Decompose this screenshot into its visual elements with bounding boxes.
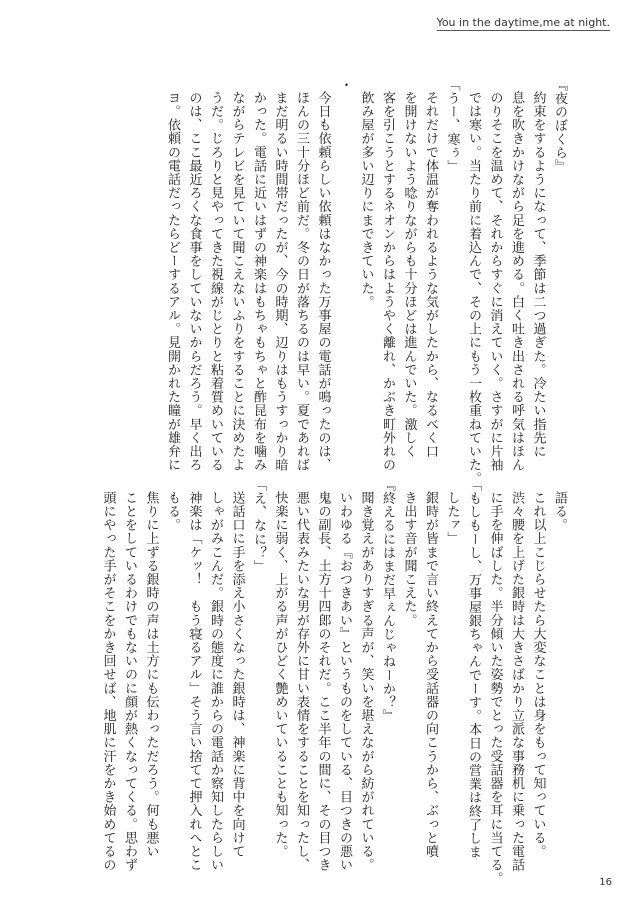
text-line: 語る。	[552, 491, 567, 532]
page-number: 16	[599, 877, 612, 888]
text-line: 約束をするようになって、季節は二つ過ぎた。冷たい指先に	[530, 91, 546, 459]
text-line: もる。	[165, 491, 180, 532]
text-line: 「え、なに？」	[251, 478, 266, 574]
text-line: ながらテレビを見ていて聞こえないふりをすることに決めたよ	[229, 91, 245, 472]
text-line: うだ。じろりと見やってきた視線がじとりと粘着質めいている	[208, 91, 223, 472]
text-line: のりそこを温めて、それからすぐに消えていく。さすがに片袖	[487, 91, 503, 472]
text-line: 「もしもーし、万事屋銀ちゃんでーす。本日の営業は終了しま	[466, 478, 481, 859]
text-line: を開けないよう唸りながらも十分ほどは進んでいた。激しく	[401, 91, 417, 459]
text-line: それだけで体温が奪われるような気がしたから、なるべく口	[423, 91, 438, 459]
text-line: 『夜のぼくら』	[552, 78, 567, 174]
text-line: 『終えるにはまだ早ぇんじゃねーか？』	[380, 478, 395, 723]
text-line: ・	[337, 78, 352, 92]
text-line: 銀時が皆まで言い終えてから受話器の向こうから、ぶっと噴	[423, 491, 438, 859]
text-line: 神楽は「ケッ！ もう寝るアル」そう言い捨てて押入れへとこ	[186, 491, 202, 872]
text-line: したァ」	[444, 491, 460, 546]
text-line: しゃがみこんだ。銀時の態度に誰からの電話か察知したらしい	[208, 491, 223, 872]
text-line: ことをしているわけでもないのに顔が熱くなってくる。思わず	[122, 491, 137, 872]
text-line: では寒い。当たり前に着込んで、その上にもう一枚重ねていた。	[466, 91, 481, 486]
text-line: 快楽に弱く、上がる声がひどく艶めいていることも知った。	[272, 491, 288, 859]
text-line: 焦りに上ずる銀時の声は土方にも伝わっただろう。何も悪い	[143, 491, 159, 859]
text-line: いわゆる『おつきあい』というものをしている、目つきの悪い	[337, 491, 352, 872]
lower-text-column	[90, 478, 570, 886]
text-line: 聞き覚えがありすぎる声が、笑いを堪えながら紡がれている。	[358, 491, 374, 872]
text-line: き出す音が聞こえた。	[401, 491, 417, 627]
text-line: 鬼の副長、土方十四郎のそれだ。ここ半年の間に、その目つき	[315, 491, 331, 872]
text-line: まだ明るい時間帯だったが、今の時期、辺りはもうすっかり暗	[272, 91, 288, 472]
text-line: 今日も依頼らしい依頼はなかった万事屋の電話が鳴ったのは、	[315, 91, 331, 472]
text-line: 渋々腰を上げた銀時は大きさばかり立派な事務机に乗った電話	[509, 491, 524, 872]
text-line: ヨ。依頼の電話だったらどーするアル。見開かれた瞳が雄弁に	[165, 91, 180, 472]
text-line: 客を引こうとするネオンからはようやく離れ、かぶき町外れの	[380, 91, 395, 472]
text-line: かった。電話に近いはずの神楽はもちゃもちゃと酢昆布を噛み	[251, 91, 266, 472]
text-line: 悪い代表みたいな男が存外に甘い表情をすることを知ったし、	[294, 491, 309, 872]
text-line: 「うー、寒ぅ」	[444, 78, 460, 174]
text-line: 飲み屋が多い辺りにまできていた。	[358, 91, 374, 309]
text-line: ほんの三十分ほど前だ。冬の日が落ちるのは早い。夏であれば	[294, 91, 309, 472]
text-line: のは、ここ最近ろくな食事をしていないからだろう。早く出ろ	[186, 91, 202, 472]
text-line: 息を吹きかけながら足を進める。白く吐き出される呼気はほん	[509, 91, 524, 472]
text-line: これ以上こじらせたら大変なことは身をもって知っている。	[530, 491, 546, 859]
text-line: 頭にやった手がそこをかき回せば、地肌に汗をかき始めてるの	[100, 491, 116, 872]
text-line: に手を伸ばした。半分傾いた姿勢でとった受話器を耳に当てる。	[487, 491, 503, 886]
text-line: 送話口に手を添え小さくなった銀時は、神楽に背中を向けて	[229, 491, 245, 859]
running-header: You in the daytime,me at night.	[436, 16, 610, 29]
upper-text-column	[90, 78, 570, 486]
